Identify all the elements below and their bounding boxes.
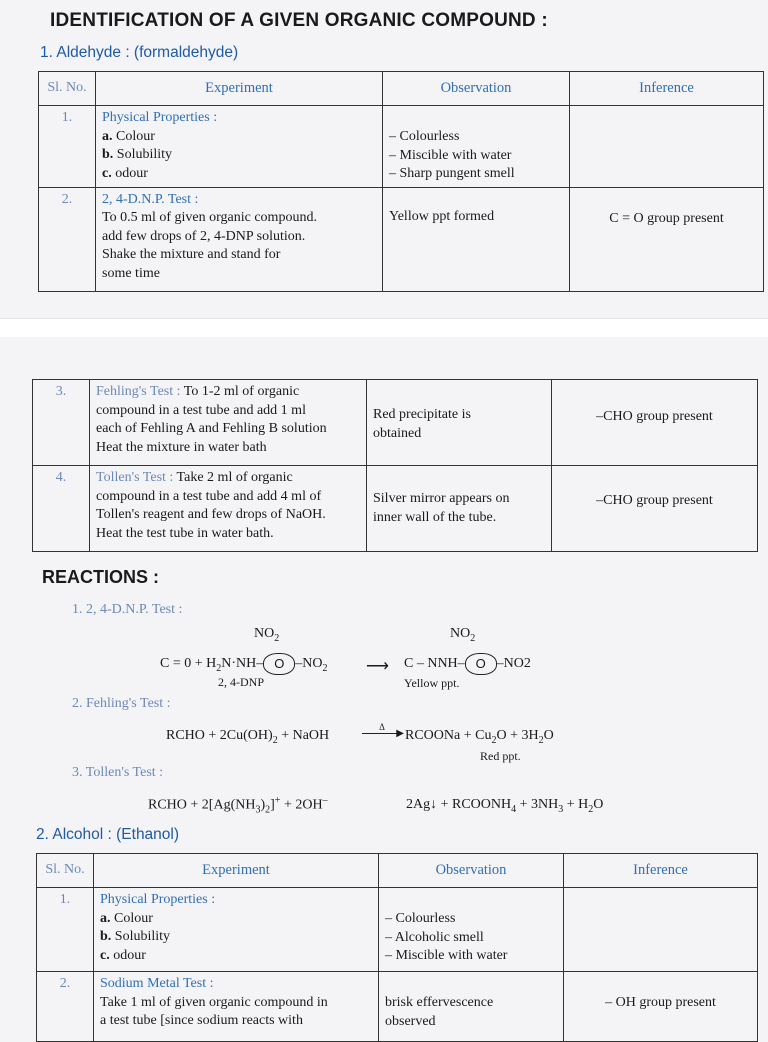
experiment-cell (96, 106, 383, 188)
experiment-line: Heat the mixture in water bath (96, 439, 267, 455)
experiment-cell (90, 380, 367, 466)
reaction-3-title: 3. Tollen's Test : (72, 765, 164, 780)
observation-cell (379, 888, 564, 972)
section-alcohol-heading: 2. Alcohol : (Ethanol) (36, 826, 180, 843)
reaction-2-title: 2. Fehling's Test : (72, 696, 171, 711)
experiment-line: Take 1 ml of given organic compound in (100, 994, 328, 1010)
observation-cell: Yellow ppt formed (383, 187, 570, 291)
fehling-equation-left: RCHO + $2Cu(OH)_2$ + NaOH (166, 728, 330, 746)
observation-line: brisk effervescence (385, 995, 494, 1010)
row-number: 1. (39, 106, 96, 188)
inference-cell: –CHO group present (552, 380, 758, 466)
row-number: 3. (33, 380, 90, 466)
experiment-line: Heat the test tube in water bath. (96, 525, 274, 541)
experiment-title: Physical Properties : (102, 110, 218, 125)
row-number: 1. (37, 888, 94, 972)
observation-line: – Miscible with water (389, 147, 512, 163)
inference-cell (564, 888, 758, 972)
property-odour: c. odour (102, 165, 148, 181)
experiment-line: add few drops of 2, 4-DNP solution. (102, 228, 306, 244)
col-header-observation: Observation (383, 72, 570, 106)
experiment-cell (94, 888, 379, 972)
row-number: 2. (37, 972, 94, 1042)
heat-arrow-icon: Δ ▶ (362, 722, 402, 734)
dnp-caption: 2, 4-DNP (218, 675, 265, 689)
experiment-title: Sodium Metal Test : (100, 976, 214, 991)
aldehyde-table-part1 (38, 71, 764, 292)
col-header-experiment: Experiment (96, 72, 383, 106)
experiment-line: Tollen's reagent and few drops of NaOH. (96, 507, 326, 522)
red-ppt-caption: Red ppt. (480, 749, 521, 763)
table-row (39, 187, 764, 291)
inference-cell (570, 106, 764, 188)
property-colour: a. Colour (102, 128, 155, 144)
inference-cell: –CHO group present (552, 466, 758, 552)
experiment-line: a test tube [since sodium reacts with (100, 1013, 303, 1028)
table-row (33, 466, 758, 552)
observation-line: observed (385, 1013, 436, 1029)
inference-cell: – OH group present (564, 972, 758, 1042)
experiment-line: Shake the mixture and stand for (102, 247, 281, 262)
inference-cell: C = O group present (570, 187, 764, 291)
col-header-experiment: Experiment (94, 854, 379, 888)
observation-line: obtained (373, 425, 422, 441)
experiment-title: 2, 4-D.N.P. Test : (102, 191, 199, 207)
benzene-ring-icon: O (263, 653, 295, 675)
test-label: Fehling's Test : (96, 384, 181, 399)
tollen-equation-left: RCHO + $2[Ag(NH_3)_2]^+ + 2OH^-$ (148, 795, 328, 816)
property-odour: c. odour (100, 947, 146, 963)
test-label: Tollen's Test : (96, 470, 174, 485)
table-row (39, 106, 764, 188)
fehling-equation-right: RCOONa + $Cu_2O + 3H_2O$ (405, 728, 554, 746)
dnp-equation-right: C – NNH– O –NO2 (404, 653, 531, 675)
col-header-inference: Inference (570, 72, 764, 106)
col-header-slno: Sl. No. (39, 72, 96, 106)
table-row (37, 972, 758, 1042)
section-aldehyde-heading: 1. Aldehyde : (formaldehyde) (40, 44, 239, 61)
observation-line: Silver mirror appears on (373, 491, 510, 506)
experiment-line: Fehling's Test : To 1-2 ml of organic (96, 384, 300, 399)
col-header-observation: Observation (379, 854, 564, 888)
col-header-inference: Inference (564, 854, 758, 888)
observation-line: Red precipitate is (373, 407, 471, 422)
experiment-cell (96, 187, 383, 291)
experiment-line: compound in a test tube and add 1 ml (96, 402, 306, 418)
page-title: IDENTIFICATION OF A GIVEN ORGANIC COMPOUND : (50, 10, 548, 31)
aldehyde-table-part2 (32, 379, 758, 552)
experiment-line: To 0.5 ml of given organic compound. (102, 210, 317, 225)
reaction-1-title: 1. 2, 4-D.N.P. Test : (72, 602, 183, 617)
observation-cell (367, 466, 552, 552)
experiment-line: each of Fehling A and Fehling B solution (96, 421, 327, 436)
page-gap (0, 319, 768, 337)
benzene-ring-icon: O (465, 653, 497, 675)
experiment-line: some time (102, 265, 160, 281)
reaction-arrow-icon: ⟶ (366, 658, 389, 675)
col-header-slno: Sl. No. (37, 854, 94, 888)
experiment-cell (94, 972, 379, 1042)
observation-line: – Miscible with water (385, 948, 508, 963)
dnp-equation-left: $C = 0 + H_2N\cdot NH-$ O $-NO_2$ (160, 653, 327, 675)
alcohol-table (36, 853, 758, 1042)
row-number: 4. (33, 466, 90, 552)
experiment-line: compound in a test tube and add 4 ml of (96, 488, 322, 504)
property-solubility: b. Solubility (100, 929, 171, 944)
no2-label-right: $NO_2$ (450, 626, 476, 644)
property-colour: a. Colour (100, 910, 153, 926)
no2-label-left: $NO_2$ (254, 626, 280, 644)
tollen-equation-right: 2Ag↓ + $RCOONH_4 + 3NH_3 + H_2O$ (406, 797, 604, 815)
observation-line: inner wall of the tube. (373, 509, 497, 525)
experiment-line: Tollen's Test : Take 2 ml of organic (96, 470, 293, 485)
property-solubility: b. Solubility (102, 147, 173, 162)
observation-line: – Colourless (389, 129, 460, 144)
experiment-cell (90, 466, 367, 552)
observation-cell (367, 380, 552, 466)
table-row (37, 888, 758, 972)
table-row (33, 380, 758, 466)
experiment-title: Physical Properties : (100, 892, 216, 907)
observation-line: – Colourless (385, 911, 456, 926)
observation-cell (383, 106, 570, 188)
reactions-heading: REACTIONS : (42, 567, 159, 587)
row-number: 2. (39, 187, 96, 291)
yellow-ppt-caption: Yellow ppt. (404, 676, 460, 690)
observation-cell (379, 972, 564, 1042)
observation-line: – Alcoholic smell (385, 929, 484, 945)
observation-line: – Sharp pungent smell (389, 166, 515, 181)
